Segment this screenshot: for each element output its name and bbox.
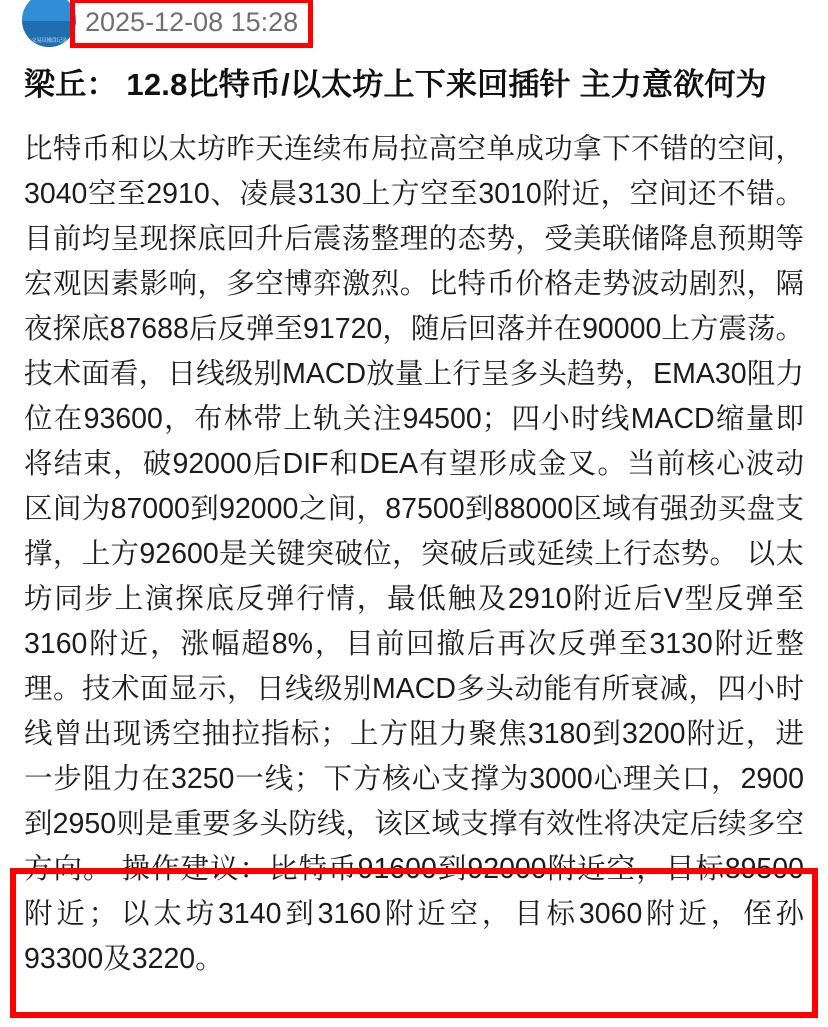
post-meta-row <box>0 0 828 48</box>
avatar[interactable] <box>22 0 76 47</box>
post-timestamp: 2025-12-08 15:28 <box>85 7 299 37</box>
avatar-label: 交易员操盘记录 <box>31 38 67 44</box>
article-body: 比特币和以太坊昨天连续布局拉高空单成功拿下不错的空间，3040空至2910、凌晨3130上方空至3010附近，空间还不错。目前均呈现探底回升后震荡整理的态势，受美联储降息预期等宏观因素影响，多空博弈激烈。比特币价格走势波动剧烈，隔夜探底87688后反弹至91720，随后回落并在90000上方震荡。技术面看，日线级别MACD放量上行呈多头趋势，EMA30阻力位在93600，布林带上轨关注94500；四小时线MACD缩量即将结束，破92000后DIF和DEA有望形成金叉。当前核心波动区间为87000到92000之间，87500到88000区域有强劲买盘支撑，上方92600是关键突破位，突破后或延续上行态势。 以太坊同步上演探底反弹行情，最低触及2910附近后V型反弹至3160附近，涨幅超8%，目前回撤后再次反弹至3130附近整理。技术面显示，日线级别MACD多头动能有所衰减，四小时线曾出现诱空抽拉指标；上方阻力聚焦3180到3200附近，进一步阻力在3250一线；下方核心支撑为3000心理关口，2900到2950则是重要多头防线，该区域支撑有效性将决定后续多空方向。 操作建议：比特币91600到92000附近空，目标89500附近；以太坊3140到3160附近空，目标3060附近，侄孙93300及3220。 <box>24 133 804 975</box>
page-title: 梁丘： 12.8比特币/以太坊上下来回插针 主力意欲何为 <box>24 67 767 102</box>
timestamp-highlight-box <box>70 0 313 48</box>
